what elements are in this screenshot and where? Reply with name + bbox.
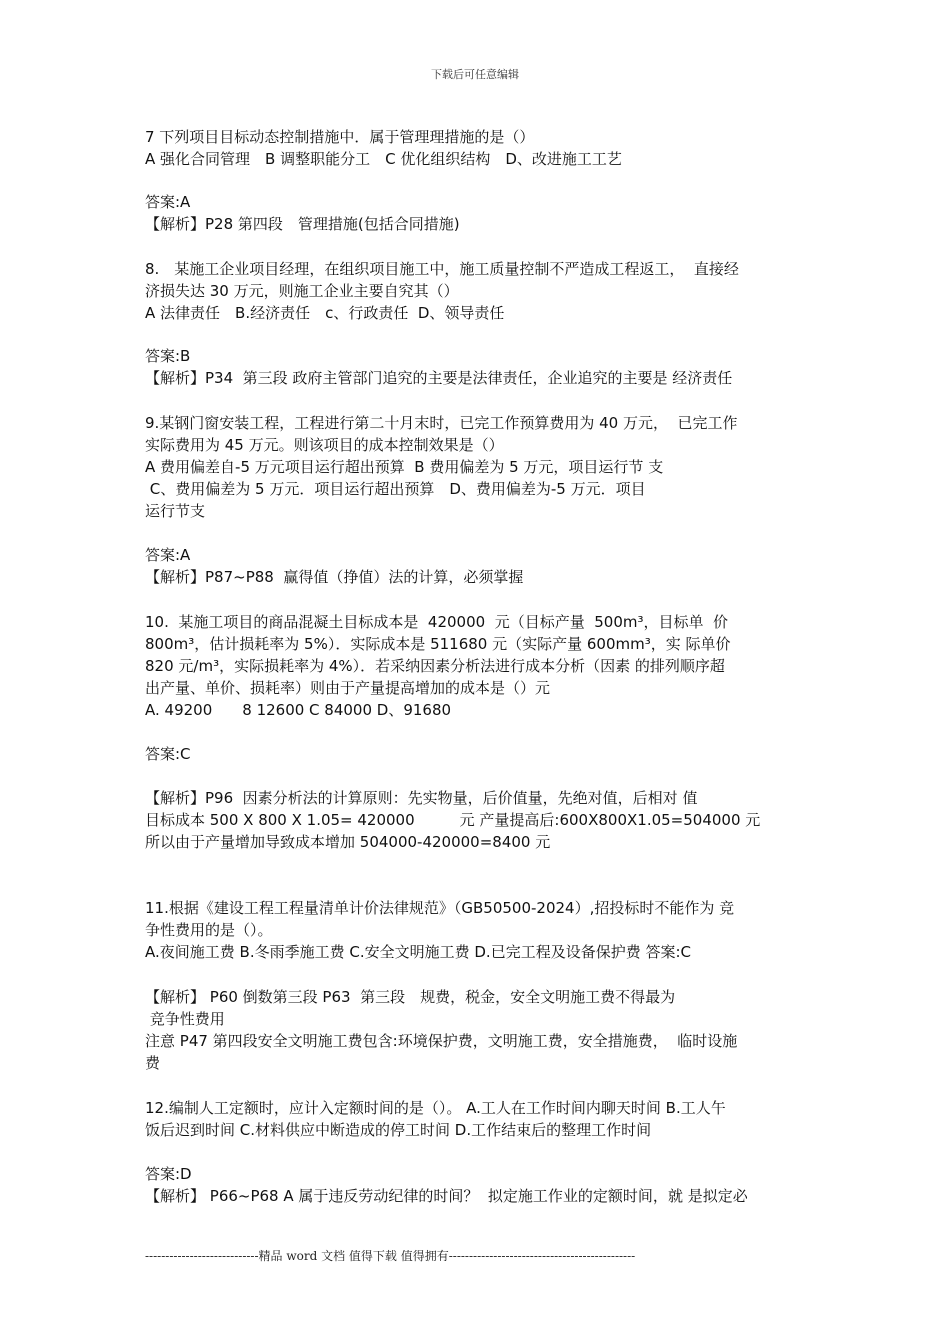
text-line: 答案:D [145,1165,192,1183]
text-line: 答案:B [145,347,191,365]
text-line: 【解析】 P60 倒数第三段 P63 第三段 规费，税金，安全文明施工费不得最为 [145,988,676,1006]
text-line: A 费用偏差自-5 万元项目运行超出预算 B 费用偏差为 5 万元，项目运行节 支 [145,458,664,476]
text-line: 【解析】 P66~P68 A 属于违反劳动纪律的时间？ 拟定施工作业的定额时间，就 是拟定必 [145,1187,748,1205]
text-line: 【解析】P28 第四段 管理措施(包括合同措施) [145,215,460,233]
text-line: 【解析】P87~P88 赢得值（挣值）法的计算，必须掌握 [145,568,524,586]
text-line: 【解析】P34 第三段 政府主管部门追究的主要是法律责任，企业追究的主要是 经济责任 [145,369,733,387]
text-line: 7 下列项目目标动态控制措施中．属于管理理措施的是（） [145,128,535,146]
text-line: 答案:C [145,745,191,763]
text-line: 820 元/m³，实际损耗率为 4%）．若采纳因素分析法进行成本分析（因素 的排列顺序超 [145,657,725,675]
text-line: 11.根据《建设工程工程量清单计价法律规范》（GB50500-2024）,招投标时不能作为 竞 [145,899,735,917]
text-line: 目标成本 500 X 800 X 1.05= 420000 元 产量提高后:600X800X1.05=504000 元 [145,811,761,829]
text-line: C、费用偏差为 5 万元．项目运行超出预算 D、费用偏差为-5 万元．项目 [145,480,646,498]
text-line: 饭后迟到时间 C.材料供应中断造成的停工时间 D.工作结束后的整理工作时间 [145,1121,652,1139]
text-line: 实际费用为 45 万元。则该项目的成本控制效果是（） [145,436,504,454]
text-line: 800m³，估计损耗率为 5%）．实际成本是 511680 元（实际产量 600mm³，实 际单价 [145,635,731,653]
text-line: 12.编制人工定额时，应计入定额时间的是（）。 A.工人在工作时间内聊天时间 B.工人午 [145,1099,726,1117]
page-header: 下载后可任意编辑 [431,68,519,81]
text-line: 费 [145,1054,161,1072]
text-line: A 法律责任 B.经济责任 c、行政责任 D、领导责任 [145,304,505,322]
text-line: A.夜间施工费 B.冬雨季施工费 C.安全文明施工费 D.已完工程及设备保护费 答案:C [145,943,691,961]
text-line: 竞争性费用 [145,1010,225,1028]
text-line: 出产量、单价、损耗率）则由于产量提高增加的成本是（）元 [145,679,551,697]
text-line: 注意 P47 第四段安全文明施工费包含:环境保护费，文明施工费，安全措施费， 临时设施 [145,1032,738,1050]
text-line: A. 49200 8 12600 C 84000 D、91680 [145,701,452,719]
text-line: 答案:A [145,193,191,211]
text-line: 济损失达 30 万元，则施工企业主要自究其（） [145,282,459,300]
text-line: 【解析】P96 因素分析法的计算原则：先实物量，后价值量，先绝对值，后相对 值 [145,789,698,807]
text-line: 9.某钢门窗安装工程，工程进行第二十月末时，已完工作预算费用为 40 万元， 已完工作 [145,414,738,432]
text-line: 答案:A [145,546,191,564]
text-line: 争性费用的是（）。 [145,921,273,939]
page-footer: ----------------------------精品 word 文档 值得下载 值得拥有---------------------------------------------- [145,1249,636,1263]
text-line: A 强化合同管理 B 调整职能分工 C 优化组织结构 D、改进施工工艺 [145,150,622,168]
text-line: 运行节支 [145,502,206,520]
text-line: 所以由于产量增加导致成本增加 504000-420000=8400 元 [145,833,551,851]
text-line: 8. 某施工企业项目经理，在组织项目施工中，施工质量控制不严造成工程返工， 直接经 [145,260,739,278]
text-line: 10. 某施工项目的商品混凝土目标成本是 420000 元（目标产量 500m³，目标单 价 [145,613,729,631]
